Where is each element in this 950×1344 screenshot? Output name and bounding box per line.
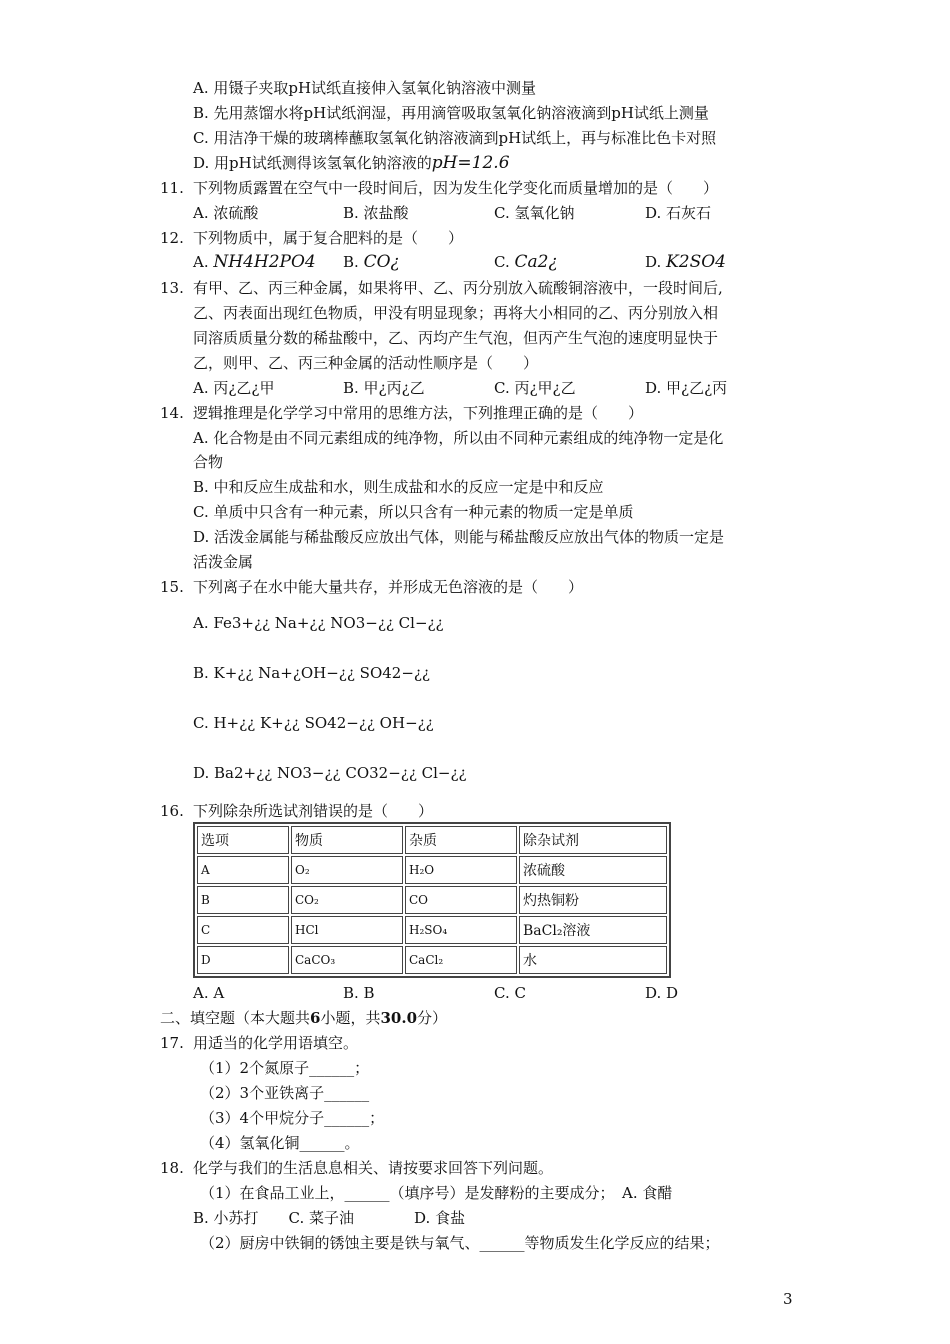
- table-header: 选项: [197, 826, 289, 854]
- q16-option-c: C. C: [494, 984, 526, 1002]
- q12-option-c-label: C.: [494, 253, 510, 271]
- q14-option-b: B. 中和反应生成盐和水，则生成盐和水的反应一定是中和反应: [193, 478, 604, 496]
- q11-stem: 下列物质露置在空气中一段时间后，因为发生化学变化而质量增加的是（ ）: [193, 179, 719, 197]
- section-total-score: 30.0: [380, 1009, 418, 1027]
- page-number: 3: [783, 1290, 793, 1308]
- impurity-removal-table: [193, 822, 671, 978]
- section-heading-post: 分）: [417, 1009, 448, 1027]
- q13-stem-line: 乙、丙表面出现红色物质，甲没有明显现象；再将大小相同的乙、丙分别放入相: [193, 304, 719, 322]
- q13-stem-line: 同溶质质量分数的稀盐酸中，乙、丙均产生气泡，但丙产生气泡的速度明显快于: [193, 329, 719, 347]
- q10-option-d-text: D. 用pH试纸测得该氢氧化钠溶液的: [193, 154, 432, 172]
- q15-option-d: D. Ba2+¿¿ NO3−¿¿ CO32−¿¿ Cl−¿¿: [193, 764, 467, 782]
- table-cell: B: [197, 886, 289, 914]
- q14-stem: 逻辑推理是化学学习中常用的思维方法，下列推理正确的是（ ）: [193, 404, 644, 422]
- formula-ca: Ca2¿: [514, 252, 558, 272]
- table-cell: CaCO₃: [291, 946, 403, 974]
- q10-option-b: B. 先用蒸馏水将pH试纸润湿，再用滴管吸取氢氧化钠溶液滴到pH试纸上测量: [193, 104, 709, 122]
- table-row: [197, 856, 667, 884]
- table-cell: C: [197, 916, 289, 944]
- q10-option-a: A. 用镊子夹取pH试纸直接伸入氢氧化钠溶液中测量: [193, 79, 537, 97]
- q13-number: 13.: [160, 279, 184, 297]
- table-cell: A: [197, 856, 289, 884]
- table-header: 物质: [291, 826, 403, 854]
- q12-option-b: [343, 252, 400, 272]
- q14-option-c: C. 单质中只含有一种元素，所以只含有一种元素的物质一定是单质: [193, 503, 634, 521]
- q11-option-b: B. 浓盐酸: [343, 204, 409, 222]
- section-heading-pre: 二、填空题（本大题共: [160, 1009, 311, 1027]
- table-row: [197, 886, 667, 914]
- q13-option-a: A. 丙¿乙¿甲: [193, 379, 275, 397]
- q17-number: 17.: [160, 1034, 184, 1052]
- q12-option-d-label: D.: [645, 253, 662, 271]
- q13-option-d: D. 甲¿乙¿丙: [645, 379, 728, 397]
- table-cell: 水: [519, 946, 667, 974]
- q11-number: 11.: [160, 179, 184, 197]
- table-cell: D: [197, 946, 289, 974]
- table-cell: 浓硫酸: [519, 856, 667, 884]
- q15-number: 15.: [160, 578, 184, 596]
- q16-option-b: B. B: [343, 984, 375, 1002]
- q15-option-a: A. Fe3+¿¿ Na+¿¿ NO3−¿¿ Cl−¿¿: [193, 614, 444, 632]
- table-cell: BaCl₂溶液: [519, 916, 667, 944]
- q12-option-a-label: A.: [193, 253, 209, 271]
- q18-part1: （1）在食品工业上，______（填序号）是发酵粉的主要成分； A. 食醋: [200, 1184, 673, 1202]
- q14-option-d: D. 活泼金属能与稀盐酸反应放出气体，则能与稀盐酸反应放出气体的物质一定是: [193, 528, 725, 546]
- q18-stem: 化学与我们的生活息息相关、请按要求回答下列问题。: [193, 1159, 554, 1177]
- table-cell: CaCl₂: [405, 946, 517, 974]
- table-row: [197, 946, 667, 974]
- q16-option-a: A. A: [193, 984, 225, 1002]
- q12-option-a: [193, 252, 316, 272]
- q12-option-d: [645, 252, 726, 272]
- q15-stem: 下列离子在水中能大量共存，并形成无色溶液的是（ ）: [193, 578, 584, 596]
- q16-stem: 下列除杂所选试剂错误的是（ ）: [193, 802, 434, 820]
- q10-option-c: C. 用洁净干燥的玻璃棒蘸取氢氧化钠溶液滴到pH试纸上，再与标准比色卡对照: [193, 129, 717, 147]
- q11-option-a: A. 浓硫酸: [193, 204, 259, 222]
- q17-item: （4）氢氧化铜______。: [200, 1134, 360, 1152]
- q14-number: 14.: [160, 404, 184, 422]
- q16-number: 16.: [160, 802, 184, 820]
- table-row: [197, 916, 667, 944]
- q17-item: （1）2个氮原子______；: [200, 1059, 370, 1077]
- q14-option-a-cont: 合物: [193, 453, 224, 471]
- q10-option-d: [193, 153, 510, 173]
- table-cell: CO₂: [291, 886, 403, 914]
- q13-option-b: B. 甲¿丙¿乙: [343, 379, 425, 397]
- q12-stem: 下列物质中，属于复合肥料的是（ ）: [193, 229, 464, 247]
- q18-part2: （2）厨房中铁铜的锈蚀主要是铁与氧气、______等物质发生化学反应的结果；: [200, 1234, 720, 1252]
- q18-number: 18.: [160, 1159, 184, 1177]
- q15-option-b: B. K+¿¿ Na+¿OH−¿¿ SO42−¿¿: [193, 664, 430, 682]
- q14-option-a: A. 化合物是由不同元素组成的纯净物，所以由不同种元素组成的纯净物一定是化: [193, 429, 724, 447]
- q17-item: （2）3个亚铁离子______: [200, 1084, 370, 1102]
- q11-option-d: D. 石灰石: [645, 204, 712, 222]
- formula-nh4h2po4: NH4H2PO4: [213, 252, 316, 272]
- q17-stem: 用适当的化学用语填空。: [193, 1034, 359, 1052]
- table-cell: O₂: [291, 856, 403, 884]
- q13-option-c: C. 丙¿甲¿乙: [494, 379, 576, 397]
- section-heading: [160, 1008, 447, 1028]
- table-header-row: [197, 826, 667, 854]
- q12-option-c: [494, 252, 558, 272]
- formula-co: CO¿: [363, 252, 400, 272]
- q11-option-c: C. 氢氧化钠: [494, 204, 575, 222]
- table-cell: H₂SO₄: [405, 916, 517, 944]
- q12-option-b-label: B.: [343, 253, 359, 271]
- table-cell: 灼热铜粉: [519, 886, 667, 914]
- q17-item: （3）4个甲烷分子______；: [200, 1109, 385, 1127]
- table-header: 除杂试剂: [519, 826, 667, 854]
- q14-option-d-cont: 活泼金属: [193, 553, 254, 571]
- q15-option-c: C. H+¿¿ K+¿¿ SO42−¿¿ OH−¿¿: [193, 714, 434, 732]
- table-cell: H₂O: [405, 856, 517, 884]
- q12-number: 12.: [160, 229, 184, 247]
- formula-k2so4: K2SO4: [666, 252, 726, 272]
- table-cell: HCl: [291, 916, 403, 944]
- section-question-count: 6: [310, 1009, 321, 1027]
- table-header: 杂质: [405, 826, 517, 854]
- section-heading-mid: 小题，共: [320, 1009, 381, 1027]
- table-cell: CO: [405, 886, 517, 914]
- ph-value: pH=12.6: [431, 153, 510, 173]
- q13-stem-line: 有甲、乙、丙三种金属，如果将甲、乙、丙分别放入硫酸铜溶液中，一段时间后,: [193, 279, 723, 297]
- q18-part1-options: B. 小苏打 C. 菜子油 D. 食盐: [193, 1209, 466, 1227]
- q16-option-d: D. D: [645, 984, 679, 1002]
- q13-stem-line: 乙，则甲、乙、丙三种金属的活动性顺序是（ ）: [193, 354, 539, 372]
